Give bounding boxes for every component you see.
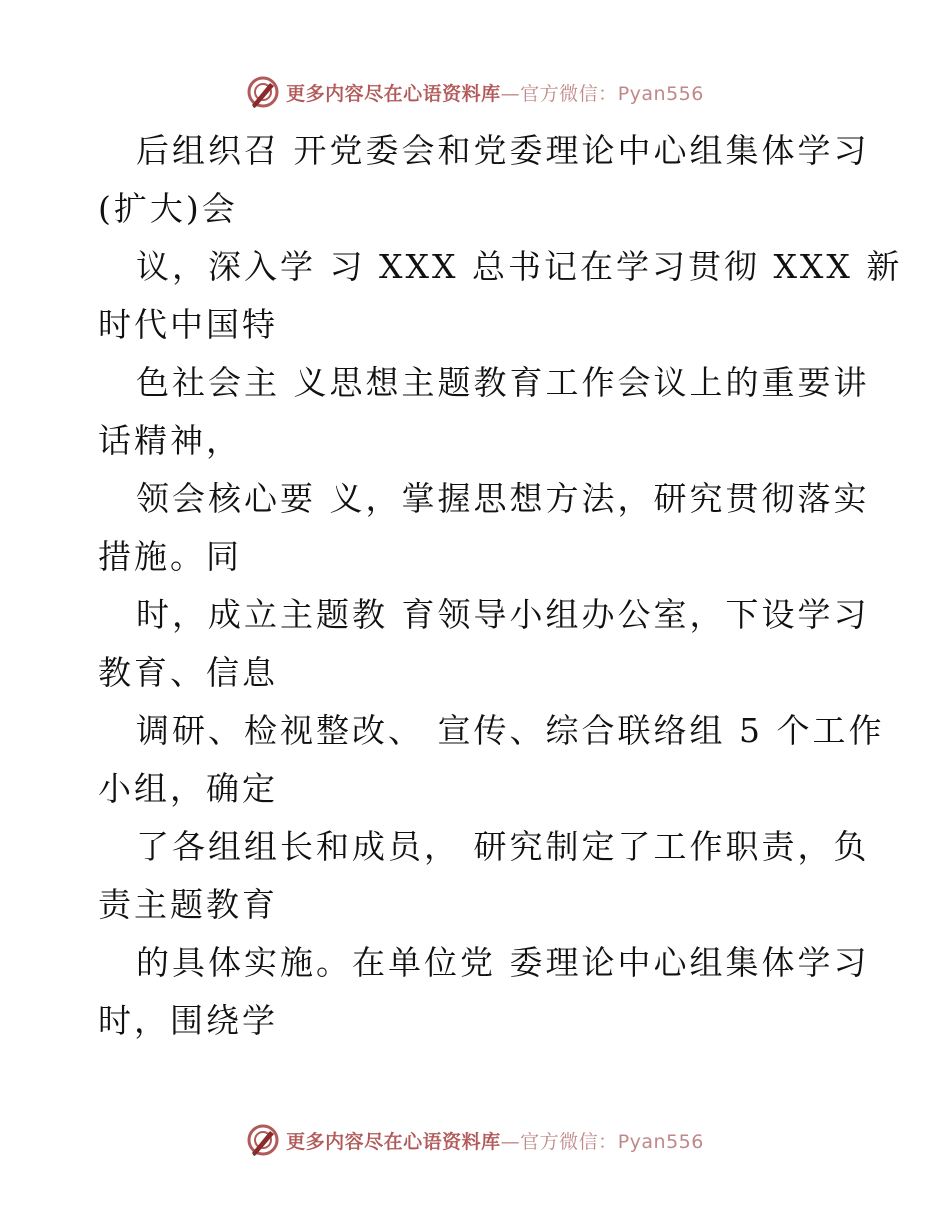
watermark-sub-text: 官方微信：	[520, 1130, 618, 1153]
header-watermark	[0, 72, 950, 112]
body-line: 教育、信息	[98, 653, 278, 692]
pen-circle-logo-icon	[246, 1123, 280, 1157]
document-body	[98, 122, 903, 1050]
body-line: 措施。同	[98, 537, 242, 576]
body-line: 小组，确定	[98, 769, 278, 808]
watermark-text	[286, 79, 704, 106]
body-line: 责主题教育	[98, 885, 278, 924]
footer-watermark	[0, 1120, 950, 1160]
watermark-id: Pyan556	[617, 82, 704, 105]
body-line: 调研、检视整改、 宣传、综合联络组 5 个工作	[136, 711, 885, 750]
body-line: 了各组组长和成员， 研究制定了工作职责，负	[136, 827, 870, 866]
body-line: 话精神，	[98, 421, 242, 460]
body-line: 领会核心要 义，掌握思想方法，研究贯彻落实	[136, 479, 870, 518]
watermark-sub-text: 官方微信：	[520, 82, 618, 105]
watermark-id: Pyan556	[617, 1130, 704, 1153]
watermark-main-text: 更多内容尽在心语资料库	[286, 82, 501, 105]
body-line: (扩大)会	[98, 189, 238, 228]
body-line: 后组织召 开党委会和党委理论中心组集体学习	[136, 131, 870, 170]
watermark-text	[286, 1127, 704, 1154]
body-line: 议，深入学 习 XXX 总书记在学习贯彻 XXX 新	[136, 247, 903, 286]
watermark-dash: —	[500, 1130, 521, 1153]
pen-circle-logo-icon	[246, 75, 280, 109]
body-line: 时，围绕学	[98, 1001, 278, 1040]
body-line: 时，成立主题教 育领导小组办公室，下设学习	[136, 595, 870, 634]
watermark-dash: —	[500, 82, 521, 105]
body-line: 的具体实施。在单位党 委理论中心组集体学习	[136, 943, 870, 982]
watermark-main-text: 更多内容尽在心语资料库	[286, 1130, 501, 1153]
body-line: 色社会主 义思想主题教育工作会议上的重要讲	[136, 363, 870, 402]
body-line: 时代中国特	[98, 305, 278, 344]
